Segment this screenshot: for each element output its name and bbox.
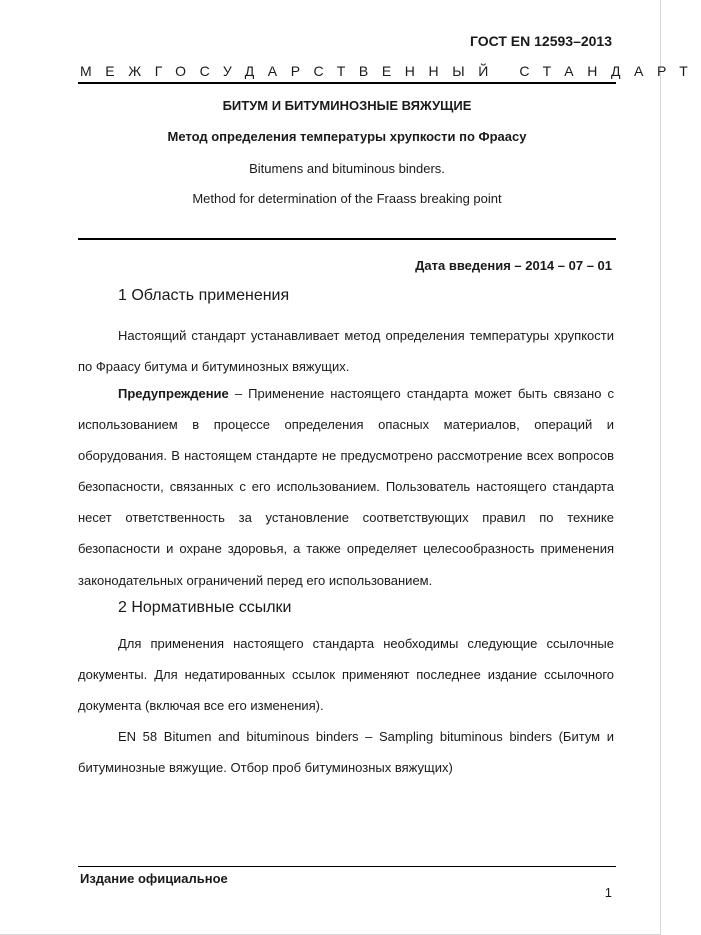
page-number: 1 [604, 885, 612, 900]
warning-label: Предупреждение [118, 386, 229, 401]
interstate-standard-label: МЕЖГОСУДАРСТВЕННЫЙ СТАНДАРТ [80, 63, 701, 79]
warning-text: – Применение настоящего стандарта может быть связано с использованием в процессе определения опасных материалов, операций и оборудования. В настоящем стандарте не предусмотрено рассмотрение всех вопросов безопасности, связанных с его использованием. Пользователь настоящего стандарта несет ответственность за установление соответствующих правил по технике безопасности и охране здоровья, а также определяет целесообразность применения законодательных ограничений перед его использованием. [78, 386, 614, 588]
scope-paragraph: Настоящий стандарт устанавливает метод определения температуры хрупкости по Фраасу битума и битуминозных вяжущих. [78, 328, 614, 375]
footer-rule [78, 866, 616, 867]
document-subtitle: Метод определения температуры хрупкости по Фраасу [167, 129, 527, 144]
warning-paragraph [78, 378, 614, 596]
document-title: БИТУМ И БИТУМИНОЗНЫЕ ВЯЖУЩИЕ [222, 98, 472, 113]
title-rule [78, 238, 616, 240]
header-rule [78, 82, 616, 84]
references-paragraph: Для применения настоящего стандарта необходимы следующие ссылочные документы. Для недатированных ссылок применяют последнее издание ссылочного документа (включая все его изменения). [78, 636, 614, 714]
english-title-line-2: Method for determination of the Fraass breaking point [192, 191, 502, 206]
introduction-date: Дата введения – 2014 – 07 – 01 [415, 258, 612, 273]
english-title-line-1: Bitumens and bituminous binders. [249, 161, 445, 176]
section-1-heading: 1 Область применения [118, 287, 290, 304]
edition-label: Издание официальное [80, 871, 228, 886]
standard-code: ГОСТ EN 12593–2013 [469, 33, 612, 49]
section-2-heading: 2 Нормативные ссылки [118, 599, 292, 616]
reference-item-en58: EN 58 Bitumen and bituminous binders – Sampling bituminous binders (Битум и битуминозные вяжущие. Отбор проб битуминозных вяжущих) [78, 729, 614, 776]
